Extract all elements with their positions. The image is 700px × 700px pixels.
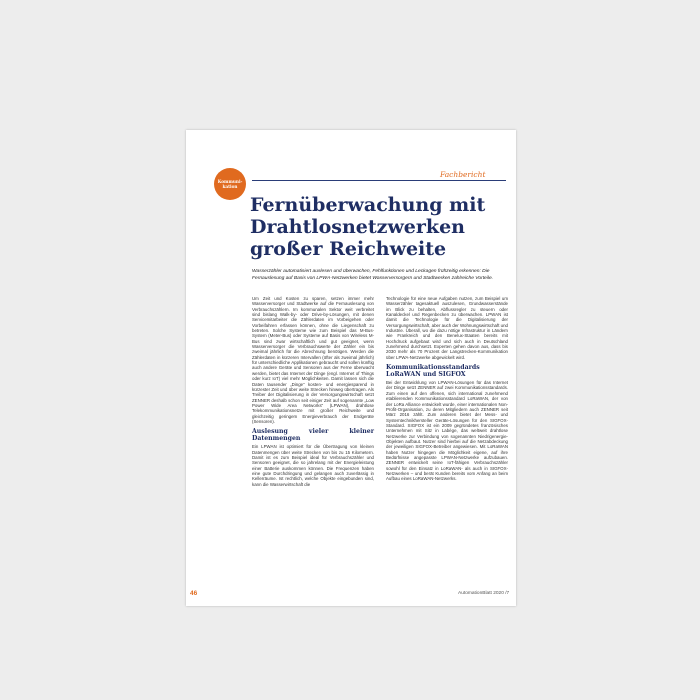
paragraph: Um Zeit und Kosten zu sparen, setzen immer mehr Wasserversorger und Stadtwerke auf die Fernauslesung von Verbrauchszählern. Im kommunalen Sektor weit verbreitet sind bislang Walk-by- oder Drive-by-Lösungen, mit denen Servicemitarbeiter die Zählerdaten im Vorbeigehen oder Vorbeifahren erfassen können, ohne die Liegenschaft zu betreten. Solche Systeme wie zum Beispiel das M-Bus-System (Meter-Bus) oder Systeme auf Basis von Wireless M-Bus sind zwar wirtschaftlich und gut geeignet, wenn Wasserversorger die Verbrauchswerte der Zähler ein bis zweimal jährlich für die Abrechnung benötigen. Werden die Zählerdaten in kürzeren Intervallen (öfter als zweimal jährlich) für unterschiedliche Applikationen gebraucht und sollen künftig auch andere Geräte und Sensoren aus der Ferne überwacht werden, bietet das Internet der Dinge (engl. Internet of Things oder kurz IoT) viel mehr Möglichkeiten. Damit lassen sich die Daten tausender „Dinge“ kosten- und energiesparend in kürzester Zeit und über weite Strecken hinweg übertragen. Als Treiber der Digitalisierung in der Versorgungswirtschaft setzt ZENNER deshalb schon seit einiger Zeit auf sogenannte „Low Power Wide Area Networks“ (LPWAN), drahtlose Telekommunikationsnetze mit großer Reichweite und gleichzeitig geringem Energieverbrauch der Endgeräte (Sensoren). [252, 296, 374, 424]
subheading: Auslesung vieler kleiner Datenmengen [252, 428, 374, 443]
paragraph: Bei der Entwicklung von LPWAN-Lösungen für das Internet der Dinge setzt ZENNER auf zwei Kommunikationsstandards. Zum einen auf den offenen, sich international zunehmend etablierenden Kommunikationsstandard LoRaWAN, der von der LoRa Alliance entwickelt wurde, einer internationalen Non-Profit-Organisation, zu deren Mitgliedern auch ZENNER seit März 2016 zählt. Zum anderen bietet der Mess- und Systemtechnikhersteller Geräte-Lösungen für den SIGFOX-Standard. SIGFOX ist ein 2009 gegründetes französisches Unternehmen mit Sitz in Labège, das weltweit drahtlose Netzwerke zur Verbindung von sogenannten Niedrigenergie-Objekten aufbaut. Nutzer sind hierbei auf die Netzabdeckung der jeweiligen SIGFOX-Betreiber angewiesen. Mit LoRaWAN haben Nutzer hingegen die Möglichkeit eigene, auf ihre Bedürfnisse angepasste LPWAN-Netzwerke aufzubauen. ZENNER entwickelt seine IoT-fähigen Verbrauchszähler sowohl für den Einsatz in LoRaWAN- als auch in SIGFOX-Netzwerken – und berät Kunden bereits vom Anfang an beim Aufbau eines LoRaWAN-Netzwerks. [386, 380, 508, 482]
article-lead: Wasserzähler automatisiert auslesen und überwachen, Fehlfunktionen und Leckagen frühzeitig erkennen: Die Fernauslesung auf Basis von LPWA-Netzwerken bietet Wasserversorgern und Stadtwerken zahlreiche Vorteile. [252, 269, 494, 281]
header-rule [252, 180, 506, 181]
article-title: Fernüberwachung mit Drahtlosnetzwerken großer Reichweite [250, 194, 486, 260]
text-column-1 [252, 296, 374, 487]
paragraph: Ein LPWAN ist optimiert für die Übertragung von kleinen Datenmengen über weite Strecken von bis zu 15 Kilometern. Damit ist es zum Beispiel ideal für Verbrauchszähler und Sensoren geeignet, die so jahrelang mit der Energieleistung einer Batterie auskommen können. Die Frequenzen haben eine gute Durchdringung und gelangen auch zuverlässig in Kellerräume. Ist rechtlich, welche Objekte eingebunden sind, kann die Wasserwirtschaft die [252, 444, 374, 487]
section-badge: Kommuni- kation [214, 168, 246, 200]
footer-text: AutomationBlatt 2020 /7 [458, 591, 510, 596]
text-column-2 [386, 296, 508, 482]
paragraph: Technologie für eine neue Aufgaben nutzen, zum Beispiel um Wasserzähler tagesaktuell auszulesen, Grundwasserstände im Blick zu behalten, Abflussregler zu steuern oder Kanaldeckel und Regenbecken zu überwachen. LPWAN ist damit die Technologie für die Digitalisierung der Versorgungswirtschaft, aber auch der Wohnungswirtschaft und Industrie. Überall, wo die dazu nötige Infrastruktur in Ländern wie Frankreich und den Benelux-Staaten bereits mit Hochdruck aufgebaut wird und sich auch in Deutschland zunehmend durchsetzt. Experten gehen davon aus, dass bis 2030 mehr als 70 Prozent der Langstrecken-Kommunikation über LPWA-Netzwerke abgewickelt wird. [386, 296, 508, 360]
subheading: Kommunikationsstandards LoRaWAN und SIGFOX [386, 364, 480, 379]
section-label: Fachbericht [440, 170, 486, 179]
page-number: 46 [190, 590, 198, 597]
